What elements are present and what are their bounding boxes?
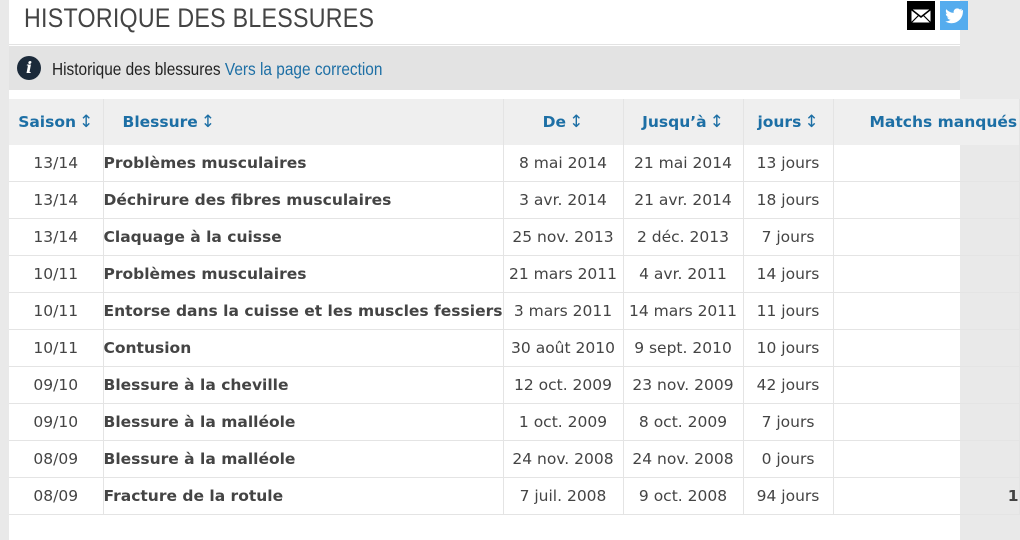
table-row [9, 441, 1019, 478]
cell-date-until: 4 avr. 2011 [623, 256, 743, 293]
cell-blessure: Problèmes musculaires [103, 256, 503, 293]
injury-history-panel [9, 0, 1019, 540]
table-row [9, 145, 1019, 182]
cell-date-until: 21 mai 2014 [623, 145, 743, 182]
cell-date-until: 9 oct. 2008 [623, 478, 743, 515]
cell-blessure: Entorse dans la cuisse et les muscles fessiers [103, 293, 503, 330]
table-row [9, 478, 1019, 515]
cell-blessure: Contusion [103, 330, 503, 367]
info-text [52, 46, 382, 90]
cell-saison: 13/14 [9, 182, 103, 219]
column-header-de[interactable] [503, 99, 623, 145]
cell-days: 7 jours [743, 404, 833, 441]
cell-blessure: Claquage à la cuisse [103, 219, 503, 256]
cell-blessure: Blessure à la malléole [103, 404, 503, 441]
cell-days: 10 jours [743, 330, 833, 367]
info-bar [9, 46, 960, 90]
table-row [9, 256, 1019, 293]
table-row [9, 293, 1019, 330]
injury-rows [9, 145, 1019, 515]
column-label: jours [757, 113, 802, 131]
table-row [9, 404, 1019, 441]
cell-days: 42 jours [743, 367, 833, 404]
cell-days: 11 jours [743, 293, 833, 330]
cell-date-from: 24 nov. 2008 [503, 441, 623, 478]
correction-page-link[interactable]: Vers la page correction [224, 59, 383, 79]
mail-share-button[interactable] [907, 1, 935, 30]
column-label: Saison [18, 113, 77, 131]
column-label: Blessure [122, 113, 198, 131]
cell-date-from: 7 juil. 2008 [503, 478, 623, 515]
cell-saison: 10/11 [9, 330, 103, 367]
column-header-matchs[interactable] [833, 99, 1019, 145]
sort-arrows-icon: ↕ [200, 112, 216, 132]
cell-missed-matches [833, 182, 1019, 219]
twitter-icon [945, 8, 963, 23]
table-row [9, 367, 1019, 404]
cell-days: 0 jours [743, 441, 833, 478]
cell-days: 94 jours [743, 478, 833, 515]
cell-missed-matches [833, 330, 1019, 367]
column-header-jusqu[interactable] [623, 99, 743, 145]
table-header-row [9, 99, 1019, 145]
cell-blessure: Déchirure des fibres musculaires [103, 182, 503, 219]
column-header-saison[interactable] [9, 99, 103, 145]
mail-icon [911, 9, 931, 23]
cell-blessure: Problèmes musculaires [103, 145, 503, 182]
cell-days: 14 jours [743, 256, 833, 293]
cell-missed-matches: 1 [833, 478, 1019, 515]
cell-date-until: 23 nov. 2009 [623, 367, 743, 404]
cell-blessure: Fracture de la rotule [103, 478, 503, 515]
cell-date-until: 9 sept. 2010 [623, 330, 743, 367]
cell-saison: 09/10 [9, 367, 103, 404]
sort-arrows-icon: ↕ [804, 112, 819, 132]
column-header-blessure[interactable] [103, 99, 503, 145]
column-label: Matchs manqués [869, 113, 1018, 131]
cell-missed-matches [833, 293, 1019, 330]
table-row [9, 330, 1019, 367]
cell-date-until: 21 avr. 2014 [623, 182, 743, 219]
column-header-jours[interactable] [743, 99, 833, 145]
cell-days: 13 jours [743, 145, 833, 182]
sort-arrows-icon: ↕ [709, 112, 724, 132]
info-icon: i [17, 56, 41, 80]
sort-arrows-icon: ↕ [79, 112, 94, 132]
injury-table [9, 99, 1020, 515]
page-title: HISTORIQUE DES BLESSURES [24, 3, 375, 33]
panel-header [9, 0, 960, 45]
cell-saison: 10/11 [9, 256, 103, 293]
cell-missed-matches [833, 404, 1019, 441]
cell-saison: 08/09 [9, 478, 103, 515]
cell-date-until: 14 mars 2011 [623, 293, 743, 330]
cell-date-until: 24 nov. 2008 [623, 441, 743, 478]
cell-saison: 13/14 [9, 219, 103, 256]
cell-missed-matches [833, 441, 1019, 478]
cell-date-until: 2 déc. 2013 [623, 219, 743, 256]
cell-saison: 10/11 [9, 293, 103, 330]
cell-date-until: 8 oct. 2009 [623, 404, 743, 441]
cell-blessure: Blessure à la malléole [103, 441, 503, 478]
cell-days: 7 jours [743, 219, 833, 256]
cell-date-from: 12 oct. 2009 [503, 367, 623, 404]
column-label: De [542, 113, 567, 131]
cell-blessure: Blessure à la cheville [103, 367, 503, 404]
cell-date-from: 3 mars 2011 [503, 293, 623, 330]
info-label: Historique des blessures [52, 59, 221, 79]
twitter-share-button[interactable] [940, 1, 968, 30]
cell-date-from: 21 mars 2011 [503, 256, 623, 293]
cell-saison: 08/09 [9, 441, 103, 478]
table-row [9, 182, 1019, 219]
cell-saison: 09/10 [9, 404, 103, 441]
cell-saison: 13/14 [9, 145, 103, 182]
cell-missed-matches [833, 256, 1019, 293]
cell-missed-matches [833, 219, 1019, 256]
sort-arrows-icon: ↕ [569, 112, 584, 132]
cell-missed-matches [833, 145, 1019, 182]
cell-date-from: 8 mai 2014 [503, 145, 623, 182]
cell-date-from: 30 août 2010 [503, 330, 623, 367]
cell-days: 18 jours [743, 182, 833, 219]
table-row [9, 219, 1019, 256]
cell-date-from: 3 avr. 2014 [503, 182, 623, 219]
cell-date-from: 25 nov. 2013 [503, 219, 623, 256]
cell-missed-matches [833, 367, 1019, 404]
column-label: Jusqu’à [642, 113, 707, 131]
cell-date-from: 1 oct. 2009 [503, 404, 623, 441]
